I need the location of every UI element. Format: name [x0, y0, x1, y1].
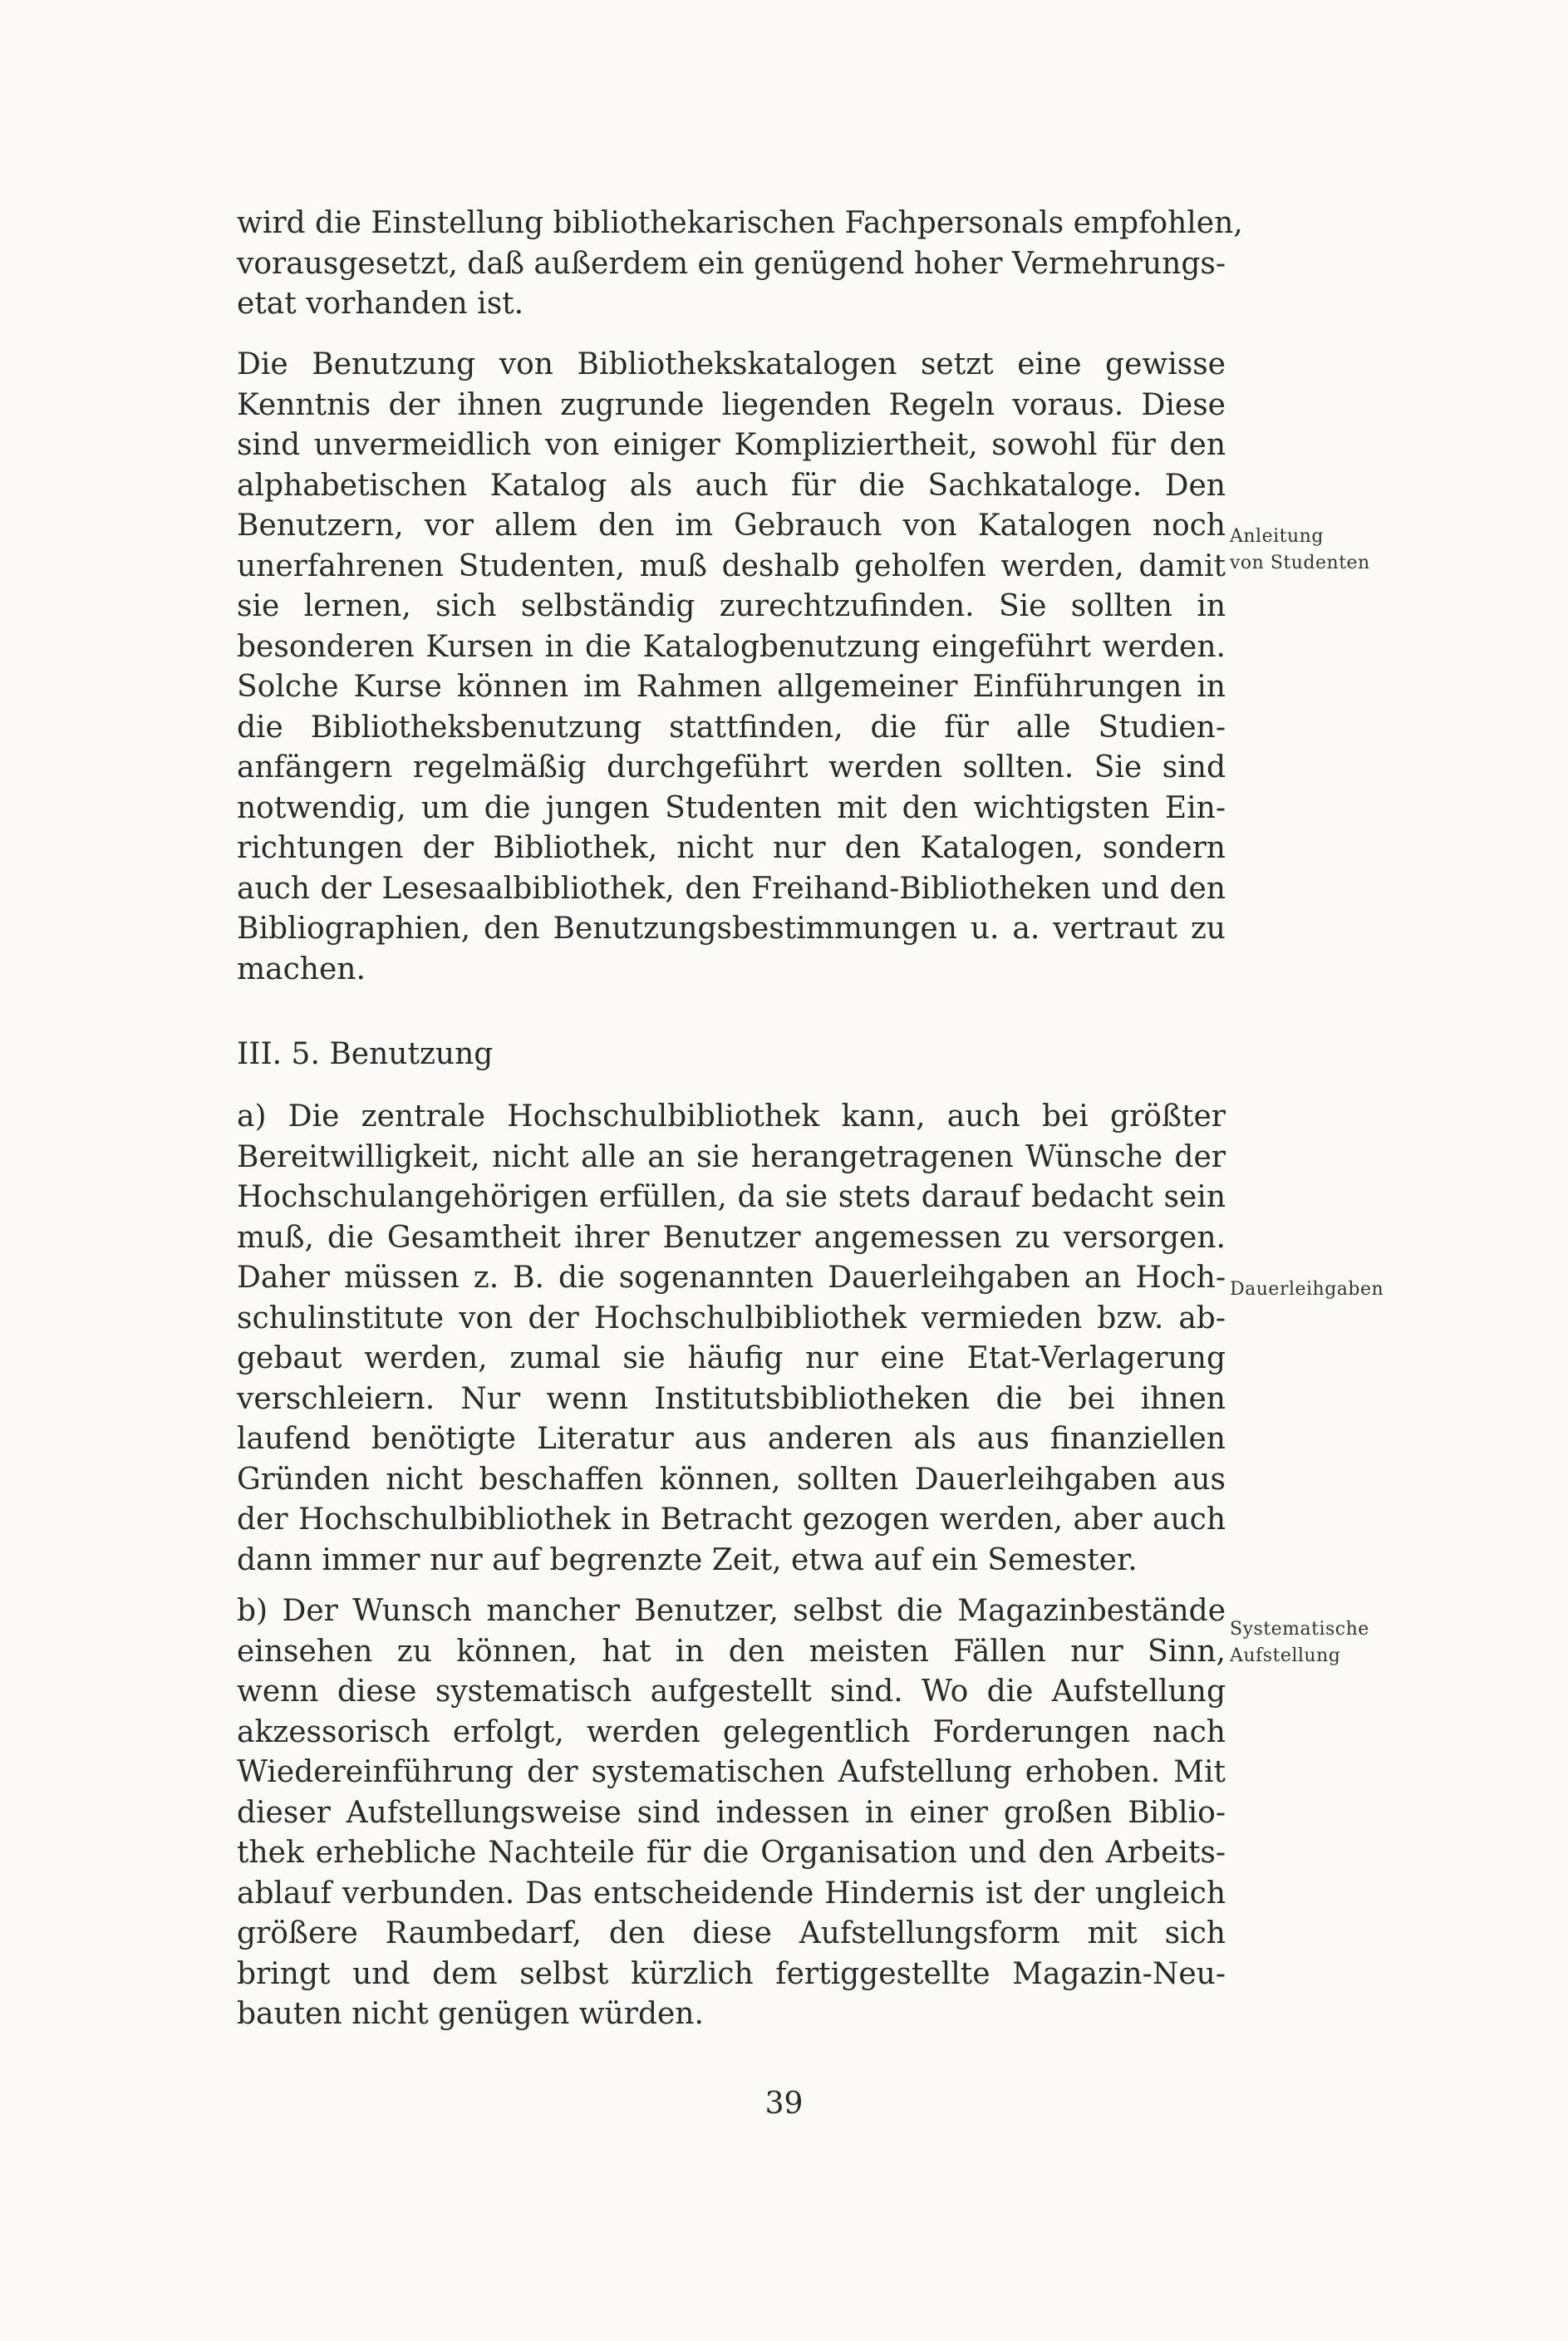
text-line: einsehen zu können, hat in den meisten Fällen nur Sinn, — [237, 1634, 1226, 1669]
text-line: schulinstitute von der Hochschulbibliothek vermieden bzw. ab- — [237, 1301, 1226, 1335]
margin-note-anleitung — [1230, 524, 1438, 577]
text-line: die Bibliotheksbenutzung stattfinden, die für alle Studien- — [237, 710, 1226, 745]
text-line: wenn diese systematisch aufgestellt sind. Wo die Aufstellung — [237, 1675, 1226, 1709]
text-line: dieser Aufstellungsweise sind indessen in einer großen Biblio- — [237, 1795, 1226, 1830]
margin-note-line: Anleitung — [1230, 526, 1324, 547]
paragraph-body — [237, 1097, 1226, 1581]
text-line: der Hochschulbibliothek in Betracht gezogen werden, aber auch — [237, 1502, 1226, 1537]
text-line: gebaut werden, zumal sie häufig nur eine Etat-Verlagerung — [237, 1341, 1226, 1375]
text-line: sind unvermeidlich von einiger Kompliziertheit, sowohl für den — [237, 428, 1226, 462]
text-line: a) Die zentrale Hochschulbibliothek kann, auch bei größter — [237, 1099, 1226, 1134]
text-line: wird die Einstellung bibliothekarischen Fachpersonals empfohlen, — [237, 206, 1243, 240]
text-line: Wiedereinführung der systematischen Aufstellung erhoben. Mit — [237, 1755, 1226, 1789]
paragraph-systematische-aufstellung — [237, 1591, 1226, 2035]
text-line: machen. — [237, 952, 366, 986]
margin-note-dauerleihgaben — [1230, 1276, 1438, 1303]
text-line: Die Benutzung von Bibliothekskatalogen setzt eine gewisse — [237, 347, 1226, 381]
text-line: notwendig, um die jungen Studenten mit den wichtigsten Ein- — [237, 790, 1226, 825]
text-line: bringt und dem selbst kürzlich fertiggestellte Magazin-Neu- — [237, 1956, 1226, 1991]
text-line: Benutzern, vor allem den im Gebrauch von Katalogen noch — [237, 509, 1226, 543]
text-line: größere Raumbedarf, den diese Aufstellungsform mit sich — [237, 1916, 1226, 1950]
text-line: verschleiern. Nur wenn Institutsbibliotheken die bei ihnen — [237, 1381, 1226, 1416]
text-line: Bereitwilligkeit, nicht alle an sie herangetragenen Wünsche der — [237, 1139, 1226, 1174]
text-line: Kenntnis der ihnen zugrunde liegenden Regeln voraus. Diese — [237, 387, 1226, 422]
paragraph-body — [237, 345, 1226, 990]
text-line: Solche Kurse können im Rahmen allgemeiner Einführungen in — [237, 670, 1226, 704]
text-line: bauten nicht genügen würden. — [237, 1997, 704, 2031]
text-line: Gründen nicht beschaffen können, sollten Dauerleihgaben aus — [237, 1462, 1226, 1497]
margin-note-systematische — [1230, 1616, 1438, 1670]
section-heading: III. 5. Benutzung — [237, 1037, 494, 1071]
text-line: vorausgesetzt, daß außerdem ein genügend hoher Vermehrungs- — [237, 246, 1226, 281]
paragraph-dauerleihgaben — [237, 1097, 1226, 1581]
paragraph-fachpersonal — [237, 204, 1243, 325]
text-line: laufend benötigte Literatur aus anderen als aus finanziellen — [237, 1422, 1226, 1456]
text-line: dann immer nur auf begrenzte Zeit, etwa auf ein Semester. — [237, 1542, 1138, 1577]
text-line: muß, die Gesamtheit ihrer Benutzer angemessen zu versorgen. — [237, 1220, 1226, 1255]
paragraph-body — [237, 1591, 1226, 2035]
text-line: Hochschulangehörigen erfüllen, da sie stets darauf bedacht sein — [237, 1180, 1226, 1214]
text-line: etat vorhanden ist. — [237, 287, 524, 321]
margin-note-line: Aufstellung — [1230, 1645, 1341, 1666]
margin-note-line: Systematische — [1230, 1619, 1369, 1640]
margin-note-line: Dauerleihgaben — [1230, 1279, 1384, 1300]
text-line: anfängern regelmäßig durchgeführt werden sollten. Sie sind — [237, 750, 1226, 784]
text-line: b) Der Wunsch mancher Benutzer, selbst die Magazinbestände — [237, 1594, 1226, 1628]
text-line: besonderen Kursen in die Katalogbenutzung eingeführt werden. — [237, 629, 1226, 664]
paragraph-katalogbenutzung — [237, 345, 1226, 990]
text-line: ablauf verbunden. Das entscheidende Hindernis ist der ungleich — [237, 1876, 1226, 1911]
text-line: thek erhebliche Nachteile für die Organisation und den Arbeits- — [237, 1836, 1226, 1870]
text-line: akzessorisch erfolgt, werden gelegentlich Forderungen nach — [237, 1714, 1226, 1749]
text-line: alphabetischen Katalog als auch für die Sachkataloge. Den — [237, 468, 1226, 503]
paragraph-body — [237, 204, 1243, 325]
text-line: Bibliographien, den Benutzungsbestimmungen u. a. vertraut zu — [237, 912, 1226, 946]
text-line: unerfahrenen Studenten, muß deshalb geholfen werden, damit — [237, 548, 1226, 583]
text-line: auch der Lesesaalbibliothek, den Freihand-Bibliotheken und den — [237, 871, 1226, 906]
text-line: Daher müssen z. B. die sogenannten Dauerleihgaben an Hoch- — [237, 1261, 1226, 1295]
section-heading-benutzung — [237, 1035, 1226, 1075]
text-line: richtungen der Bibliothek, nicht nur den Katalogen, sondern — [237, 831, 1226, 865]
margin-note-line: von Studenten — [1230, 553, 1370, 573]
page-number: 39 — [764, 2087, 804, 2121]
text-line: sie lernen, sich selbständig zurechtzufinden. Sie sollten in — [237, 589, 1226, 623]
